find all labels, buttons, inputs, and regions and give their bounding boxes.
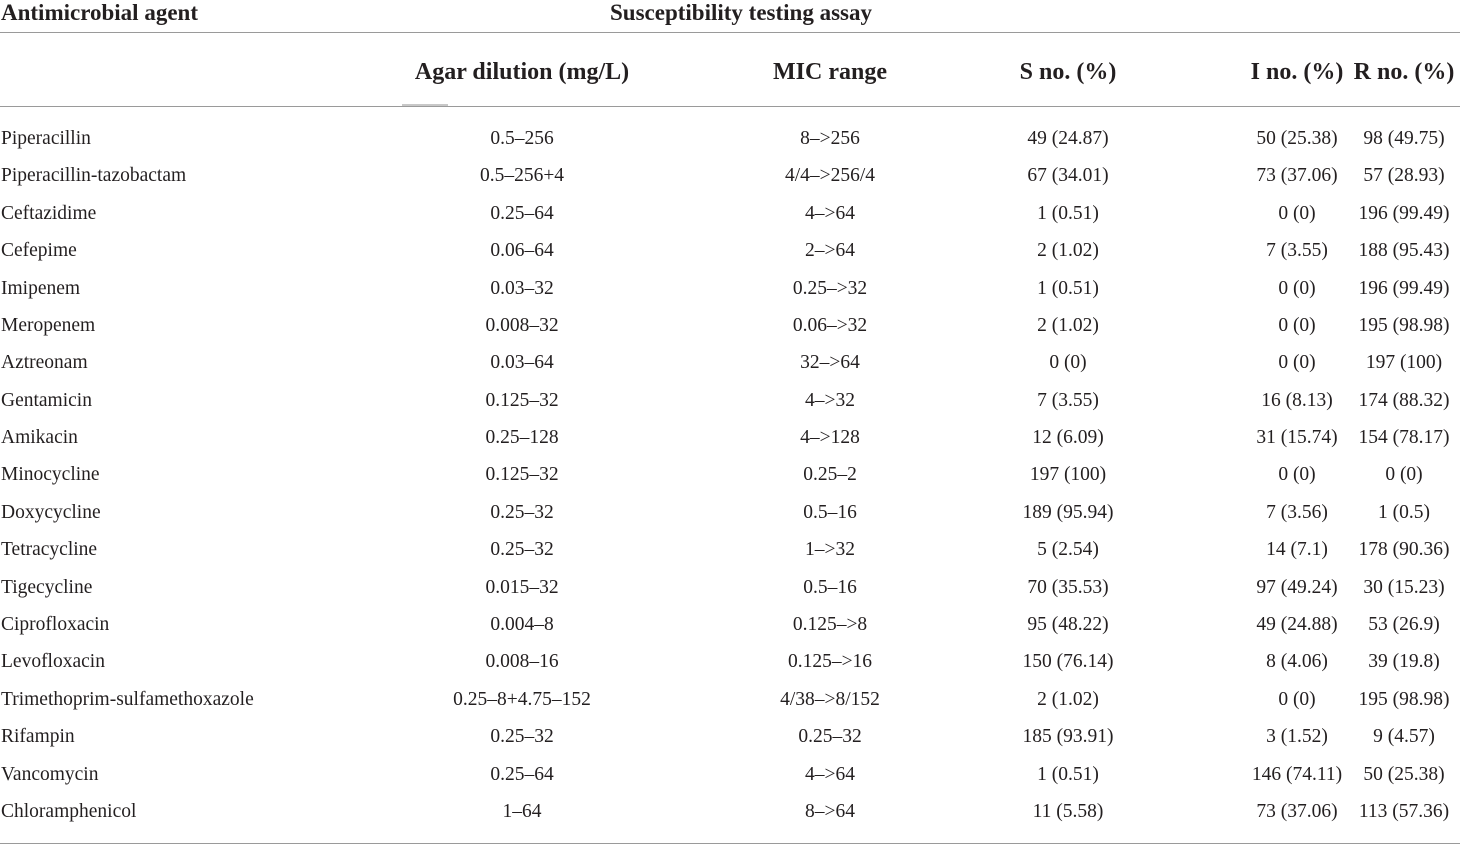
mic-range-cell: 2–>64 xyxy=(805,240,855,262)
table-row xyxy=(0,651,1460,688)
s-no-cell: 2 (1.02) xyxy=(1037,314,1099,336)
agent-cell: Tigecycline xyxy=(1,576,93,598)
table-row xyxy=(0,502,1460,539)
table-row xyxy=(0,801,1460,838)
r-no-cell: 30 (15.23) xyxy=(1363,576,1445,598)
mic-range-cell: 0.5–16 xyxy=(803,501,857,523)
mic-range-cell: 1–>32 xyxy=(805,539,855,561)
mic-range-cell: 0.06–>32 xyxy=(792,314,868,336)
i-no-cell: 73 (37.06) xyxy=(1256,800,1338,822)
agar-dilution-cell: 0.25–32 xyxy=(490,501,554,523)
table-bottom-rule xyxy=(0,843,1460,844)
agar-dilution-cell: 1–64 xyxy=(502,800,542,822)
agent-cell: Rifampin xyxy=(1,726,75,748)
table-row xyxy=(0,427,1460,464)
mic-range-cell: 4/4–>256/4 xyxy=(784,165,876,187)
i-no-cell: 146 (74.11) xyxy=(1251,763,1343,785)
r-no-cell: 9 (4.57) xyxy=(1373,726,1435,748)
agent-cell: Aztreonam xyxy=(1,352,88,374)
r-no-cell: 196 (99.49) xyxy=(1358,202,1450,224)
s-no-cell: 2 (1.02) xyxy=(1037,240,1099,262)
header-susceptibility-testing-assay: Susceptibility testing assay xyxy=(610,0,872,25)
r-no-cell: 57 (28.93) xyxy=(1363,165,1445,187)
i-no-cell: 7 (3.56) xyxy=(1266,501,1328,523)
i-no-cell: 0 (0) xyxy=(1278,352,1316,374)
s-no-cell: 1 (0.51) xyxy=(1037,202,1099,224)
s-no-cell: 67 (34.01) xyxy=(1027,165,1109,187)
agent-cell: Gentamicin xyxy=(1,389,92,411)
column-header-s-no: S no. (%) xyxy=(1019,59,1117,85)
agar-dilution-cell: 0.25–128 xyxy=(485,427,559,448)
mic-range-cell: 8–>256 xyxy=(800,128,860,149)
i-no-cell: 14 (7.1) xyxy=(1266,539,1328,561)
s-no-cell: 70 (35.53) xyxy=(1027,576,1109,598)
agar-dilution-cell: 0.03–64 xyxy=(490,352,554,374)
mic-range-cell: 8–>64 xyxy=(805,800,855,822)
s-no-cell: 49 (24.87) xyxy=(1027,128,1109,149)
s-no-cell: 5 (2.54) xyxy=(1037,539,1099,561)
agent-cell: Trimethoprim-sulfamethoxazole xyxy=(1,688,254,710)
table-row xyxy=(0,240,1460,277)
mic-range-cell: 0.25–>32 xyxy=(792,277,868,299)
agent-cell: Minocycline xyxy=(1,464,100,486)
i-no-cell: 31 (15.74) xyxy=(1256,427,1338,448)
table-row xyxy=(0,203,1460,240)
column-header-i-no: I no. (%) xyxy=(1250,59,1344,85)
i-no-cell: 16 (8.13) xyxy=(1261,389,1333,411)
agar-dilution-cell: 0.008–16 xyxy=(485,651,559,673)
s-no-cell: 95 (48.22) xyxy=(1027,613,1109,635)
table-row xyxy=(0,614,1460,651)
i-no-cell: 3 (1.52) xyxy=(1266,726,1328,748)
agar-dilution-cell: 0.25–64 xyxy=(490,763,554,785)
i-no-cell: 50 (25.38) xyxy=(1256,128,1338,149)
agar-dilution-cell: 0.004–8 xyxy=(490,613,554,635)
mic-range-cell: 32–>64 xyxy=(800,352,860,374)
agent-cell: Piperacillin xyxy=(1,128,91,149)
s-no-cell: 189 (95.94) xyxy=(1022,501,1114,523)
i-no-cell: 8 (4.06) xyxy=(1266,651,1328,673)
mic-range-cell: 0.25–32 xyxy=(798,726,862,748)
table-row xyxy=(0,689,1460,726)
agent-cell: Levofloxacin xyxy=(1,651,105,673)
agent-cell: Imipenem xyxy=(1,277,81,299)
column-header-r-no: R no. (%) xyxy=(1353,59,1455,85)
i-no-cell: 0 (0) xyxy=(1278,202,1316,224)
r-no-cell: 0 (0) xyxy=(1385,464,1423,486)
i-no-cell: 0 (0) xyxy=(1278,464,1316,486)
mic-range-cell: 4–>128 xyxy=(800,427,860,448)
mic-range-cell: 0.125–>16 xyxy=(787,651,873,673)
header-antimicrobial-agent: Antimicrobial agent xyxy=(1,0,198,25)
mic-range-cell: 4–>64 xyxy=(805,763,855,785)
mic-range-cell: 4–>32 xyxy=(805,389,855,411)
r-no-cell: 188 (95.43) xyxy=(1358,240,1450,262)
i-no-cell: 49 (24.88) xyxy=(1256,613,1338,635)
agar-dilution-cell: 0.03–32 xyxy=(490,277,554,299)
agar-dilution-cell: 0.25–32 xyxy=(490,539,554,561)
agar-dilution-cell: 0.5–256 xyxy=(490,128,554,149)
r-no-cell: 195 (98.98) xyxy=(1358,688,1450,710)
table-row xyxy=(0,390,1460,427)
r-no-cell: 1 (0.5) xyxy=(1378,501,1430,523)
agar-dilution-cell: 0.25–32 xyxy=(490,726,554,748)
s-no-cell: 7 (3.55) xyxy=(1037,389,1099,411)
r-no-cell: 53 (26.9) xyxy=(1368,613,1440,635)
r-no-cell: 113 (57.36) xyxy=(1358,800,1450,822)
agar-dilution-cell: 0.5–256+4 xyxy=(479,165,565,187)
agar-dilution-cell: 0.25–64 xyxy=(490,202,554,224)
s-no-cell: 11 (5.58) xyxy=(1032,800,1104,822)
column-header-divider xyxy=(0,106,1460,107)
column-header-agar-dilution: Agar dilution (mg/L) xyxy=(414,59,630,85)
s-no-cell: 150 (76.14) xyxy=(1022,651,1114,673)
table-row xyxy=(0,539,1460,576)
r-no-cell: 178 (90.36) xyxy=(1358,539,1450,561)
i-no-cell: 73 (37.06) xyxy=(1256,165,1338,187)
agar-dilution-cell: 0.125–32 xyxy=(485,464,559,486)
agar-dilution-cell: 0.25–8+4.75–152 xyxy=(453,688,591,710)
agent-cell: Meropenem xyxy=(1,314,96,336)
table-row xyxy=(0,577,1460,614)
mic-range-cell: 4–>64 xyxy=(805,202,855,224)
s-no-cell: 185 (93.91) xyxy=(1022,726,1114,748)
agent-cell: Ceftazidime xyxy=(1,202,97,224)
table-row xyxy=(0,278,1460,315)
table-row xyxy=(0,165,1460,202)
r-no-cell: 197 (100) xyxy=(1365,352,1443,374)
mic-range-cell: 0.5–16 xyxy=(803,576,857,598)
table-row xyxy=(0,764,1460,801)
agent-cell: Cefepime xyxy=(1,240,77,262)
header-divider xyxy=(0,32,1460,33)
mic-range-cell: 0.25–2 xyxy=(803,464,857,486)
agent-cell: Ciprofloxacin xyxy=(1,613,110,635)
i-no-cell: 0 (0) xyxy=(1278,314,1316,336)
column-header-mic-range: MIC range xyxy=(773,59,887,85)
mic-range-cell: 4/38–>8/152 xyxy=(780,688,880,710)
table-row xyxy=(0,315,1460,352)
i-no-cell: 0 (0) xyxy=(1278,277,1316,299)
r-no-cell: 154 (78.17) xyxy=(1358,427,1450,448)
agar-dilution-cell: 0.125–32 xyxy=(485,389,559,411)
s-no-cell: 1 (0.51) xyxy=(1037,763,1099,785)
agent-cell: Doxycycline xyxy=(1,501,101,523)
r-no-cell: 174 (88.32) xyxy=(1358,389,1450,411)
i-no-cell: 97 (49.24) xyxy=(1256,576,1338,598)
agent-cell: Tetracycline xyxy=(1,539,98,561)
agar-dilution-cell: 0.008–32 xyxy=(485,314,559,336)
table-row xyxy=(0,464,1460,501)
table-row xyxy=(0,128,1460,165)
agar-dilution-cell: 0.06–64 xyxy=(490,240,554,262)
i-no-cell: 7 (3.55) xyxy=(1266,240,1328,262)
i-no-cell: 0 (0) xyxy=(1278,688,1316,710)
table-row xyxy=(0,352,1460,389)
table-row xyxy=(0,726,1460,763)
mic-range-cell: 0.125–>8 xyxy=(792,613,868,635)
s-no-cell: 1 (0.51) xyxy=(1037,277,1099,299)
r-no-cell: 39 (19.8) xyxy=(1368,651,1440,673)
s-no-cell: 197 (100) xyxy=(1029,464,1107,486)
s-no-cell: 0 (0) xyxy=(1049,352,1087,374)
agent-cell: Vancomycin xyxy=(1,763,99,785)
r-no-cell: 50 (25.38) xyxy=(1363,763,1445,785)
agent-cell: Chloramphenicol xyxy=(1,800,137,822)
agent-cell: Piperacillin-tazobactam xyxy=(1,165,187,187)
s-no-cell: 12 (6.09) xyxy=(1032,427,1104,448)
r-no-cell: 195 (98.98) xyxy=(1358,314,1450,336)
agar-dilution-cell: 0.015–32 xyxy=(485,576,559,598)
s-no-cell: 2 (1.02) xyxy=(1037,688,1099,710)
r-no-cell: 98 (49.75) xyxy=(1363,128,1445,149)
agent-cell: Amikacin xyxy=(1,427,78,448)
r-no-cell: 196 (99.49) xyxy=(1358,277,1450,299)
